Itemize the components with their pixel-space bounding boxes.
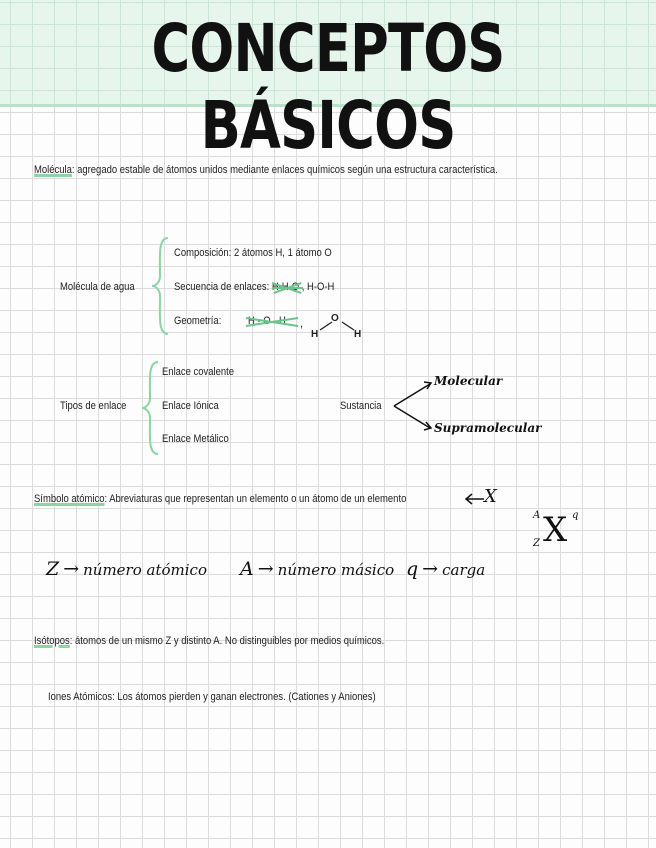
secuencia-struck: H-H-O [272, 281, 302, 293]
enlace-label: Tipos de enlace [60, 400, 127, 412]
simbolo-definition [34, 493, 467, 505]
isotopos-term: Isótopos [34, 635, 70, 647]
agua-secuencia: Secuencia de enlaces: H-H-O , H-O-H [174, 281, 360, 293]
molecula-text: : agregado estable de átomos unidos mediante enlaces químicos según una estructura característica. [71, 164, 498, 176]
agua-geometria: Geometría: [174, 315, 222, 327]
simbolo-text: : Abreviaturas que representan un elemento o un átomo de un elemento [104, 493, 407, 505]
geo-o: O [331, 313, 339, 324]
page-title: CONCEPTOS BÁSICOS [151, 10, 505, 164]
simbolo-x: X [484, 486, 497, 507]
legend-q: q → carga [406, 558, 486, 580]
geometria-comma: , [300, 318, 304, 330]
enlace-item-covalente: Enlace covalente [162, 366, 235, 378]
notation-a: A [533, 510, 541, 521]
notation-z: Z [533, 538, 540, 549]
iones-definition: Iones Atómicos: Los átomos pierden y ganan electrones. (Cationes y Aniones) [48, 691, 376, 703]
agua-label: Molécula de agua [60, 281, 135, 293]
geometria-struck: H - O - H [248, 315, 292, 327]
agua-composicion: Composición: 2 átomos H, 1 átomo O [174, 247, 332, 259]
left-arrow-icon [464, 492, 486, 506]
isotopos-text: : átomos de un mismo Z y distinto A. No distinguibles por medios químicos. [69, 635, 385, 647]
enlace-brace [140, 360, 162, 456]
header-banner [0, 0, 656, 164]
geo-h2: H [354, 329, 362, 340]
legend-z: Z → número atómico [46, 558, 207, 580]
sustancia-supramolecular: Supramolecular [434, 421, 542, 435]
isotopos-definition [34, 635, 441, 647]
enlace-item-metalico: Enlace Metálico [162, 433, 229, 445]
simbolo-term: Símbolo atómico [34, 493, 105, 505]
geo-h1: H [311, 329, 319, 340]
sustancia-branch-arrows [390, 376, 434, 432]
notation-x: X [543, 510, 568, 550]
legend-a: A → número másico [240, 558, 395, 580]
agua-brace [150, 236, 172, 336]
sustancia-molecular: Molecular [434, 374, 503, 388]
molecula-definition [34, 164, 573, 176]
enlace-item-ionica: Enlace Iónica [162, 400, 219, 412]
molecula-term: Molécula [34, 164, 72, 176]
sustancia-label: Sustancia [340, 400, 382, 412]
notation-q: q [572, 510, 579, 521]
